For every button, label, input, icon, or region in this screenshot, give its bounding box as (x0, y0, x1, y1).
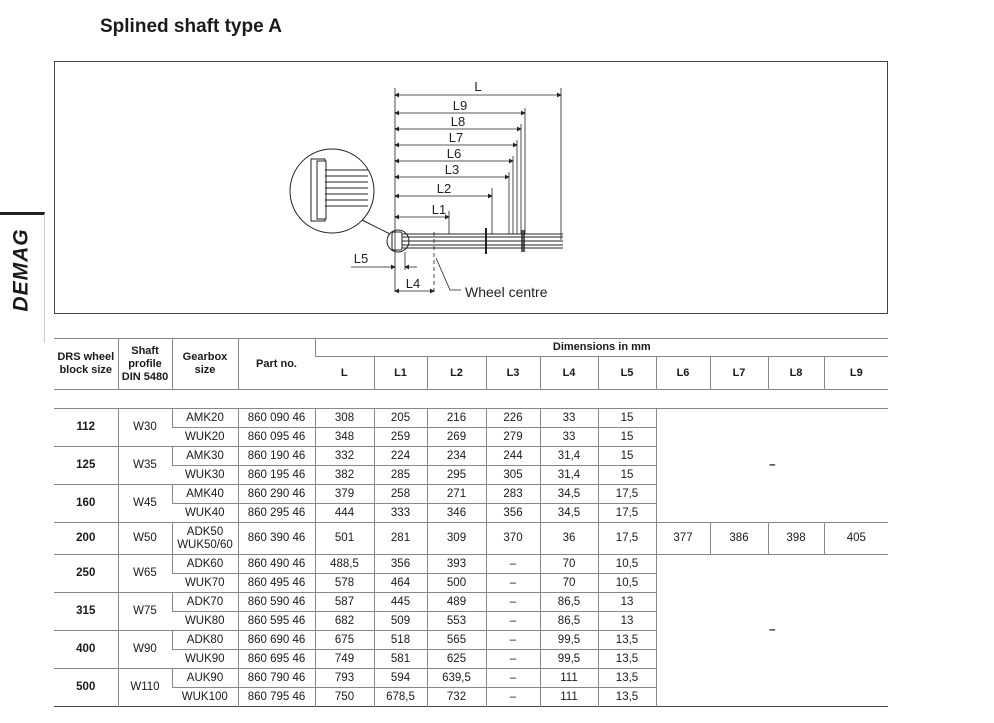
cell-gearbox: WUK100 (172, 688, 238, 707)
cell-part-no: 860 690 46 (238, 631, 315, 650)
cell-part-no: 860 490 46 (238, 555, 315, 574)
cell-l1: 678,5 (374, 688, 427, 707)
cell-l: 444 (315, 504, 374, 523)
label-L5: L5 (353, 251, 369, 266)
cell-part-no: 860 695 46 (238, 650, 315, 669)
cell-gearbox: ADK60 (172, 555, 238, 574)
cell-l4: 86,5 (540, 593, 598, 612)
header-dimensions: Dimensions in mm (315, 339, 888, 357)
header-l3: L3 (486, 357, 540, 390)
header-l8: L8 (768, 357, 824, 390)
cell-l4: 31,4 (540, 466, 598, 485)
cell-l3: – (486, 574, 540, 593)
cell-block-size: 125 (54, 447, 118, 485)
cell-gearbox: WUK90 (172, 650, 238, 669)
cell-l3: – (486, 593, 540, 612)
cell-l2: 500 (427, 574, 486, 593)
shaft-body (392, 228, 563, 254)
cell-part-no: 860 390 46 (238, 523, 315, 555)
cell-profile: W35 (118, 447, 172, 485)
cell-l2: 565 (427, 631, 486, 650)
page-title: Splined shaft type A (100, 16, 282, 37)
cell-l6: 377 (656, 523, 710, 555)
cell-gearbox: ADK80 (172, 631, 238, 650)
cell-l3: 283 (486, 485, 540, 504)
cell-l4: 70 (540, 555, 598, 574)
cell-profile: W30 (118, 409, 172, 447)
header-l9: L9 (824, 357, 888, 390)
cell-not-applicable: – (656, 555, 888, 707)
cell-l3: – (486, 688, 540, 707)
label-L4: L4 (405, 276, 421, 291)
extension-lines (395, 88, 561, 294)
cell-l5: 13 (598, 612, 656, 631)
cell-gearbox: AUK90 (172, 669, 238, 688)
cell-l5: 17,5 (598, 504, 656, 523)
brand-logo (2, 225, 42, 315)
cell-l4: 111 (540, 669, 598, 688)
header-l: L (315, 357, 374, 390)
header-l2: L2 (427, 357, 486, 390)
cell-l1: 258 (374, 485, 427, 504)
cell-l5: 10,5 (598, 555, 656, 574)
cell-part-no: 860 795 46 (238, 688, 315, 707)
cell-part-no: 860 590 46 (238, 593, 315, 612)
cell-l3: 305 (486, 466, 540, 485)
cell-gearbox: WUK30 (172, 466, 238, 485)
cell-l1: 581 (374, 650, 427, 669)
cell-profile: W65 (118, 555, 172, 593)
label-L7: L7 (448, 130, 464, 145)
header-part-no: Part no. (238, 339, 315, 390)
cell-gearbox: AMK30 (172, 447, 238, 466)
cell-profile: W50 (118, 523, 172, 555)
cell-l: 348 (315, 428, 374, 447)
cell-l: 587 (315, 593, 374, 612)
cell-l4: 99,5 (540, 650, 598, 669)
cell-l4: 86,5 (540, 612, 598, 631)
label-L: L (474, 79, 482, 94)
cell-l2: 732 (427, 688, 486, 707)
header-l6: L6 (656, 357, 710, 390)
cell-l5: 15 (598, 447, 656, 466)
cell-part-no: 860 790 46 (238, 669, 315, 688)
cell-l3: – (486, 669, 540, 688)
cell-gearbox: WUK40 (172, 504, 238, 523)
cell-l2: 269 (427, 428, 486, 447)
cell-l1: 594 (374, 669, 427, 688)
detail-circle (290, 149, 409, 252)
cell-part-no: 860 195 46 (238, 466, 315, 485)
cell-l5: 13,5 (598, 631, 656, 650)
cell-gearbox: AMK20 (172, 409, 238, 428)
cell-l: 750 (315, 688, 374, 707)
table-spacer (54, 390, 888, 409)
cell-part-no: 860 190 46 (238, 447, 315, 466)
cell-l1: 259 (374, 428, 427, 447)
cell-block-size: 400 (54, 631, 118, 669)
cell-profile: W110 (118, 669, 172, 707)
cell-l2: 234 (427, 447, 486, 466)
cell-l1: 509 (374, 612, 427, 631)
cell-l9: 405 (824, 523, 888, 555)
cell-l2: 625 (427, 650, 486, 669)
cell-part-no: 860 595 46 (238, 612, 315, 631)
technical-drawing (54, 61, 888, 314)
cell-l2: 271 (427, 485, 486, 504)
cell-block-size: 500 (54, 669, 118, 707)
cell-l4: 99,5 (540, 631, 598, 650)
cell-l2: 393 (427, 555, 486, 574)
cell-l7: 386 (710, 523, 768, 555)
label-L8: L8 (450, 114, 466, 129)
table-row (54, 409, 888, 428)
cell-l: 332 (315, 447, 374, 466)
cell-profile: W90 (118, 631, 172, 669)
cell-l5: 13,5 (598, 688, 656, 707)
cell-l4: 33 (540, 428, 598, 447)
cell-l3: 226 (486, 409, 540, 428)
cell-block-size: 200 (54, 523, 118, 555)
cell-l1: 224 (374, 447, 427, 466)
cell-l: 578 (315, 574, 374, 593)
cell-l5: 15 (598, 409, 656, 428)
cell-not-applicable: – (656, 409, 888, 523)
cell-block-size: 250 (54, 555, 118, 593)
cell-l3: – (486, 555, 540, 574)
dimensions-table (54, 338, 888, 707)
cell-l1: 518 (374, 631, 427, 650)
cell-gearbox: WUK80 (172, 612, 238, 631)
cell-l: 379 (315, 485, 374, 504)
cell-gearbox: ADK70 (172, 593, 238, 612)
cell-l5: 10,5 (598, 574, 656, 593)
cell-l: 682 (315, 612, 374, 631)
cell-l5: 15 (598, 466, 656, 485)
cell-block-size: 315 (54, 593, 118, 631)
cell-profile: W75 (118, 593, 172, 631)
cell-l3: 244 (486, 447, 540, 466)
cell-part-no: 860 095 46 (238, 428, 315, 447)
header-l1: L1 (374, 357, 427, 390)
label-L1: L1 (431, 202, 447, 217)
cell-l1: 333 (374, 504, 427, 523)
cell-l4: 111 (540, 688, 598, 707)
cell-l1: 445 (374, 593, 427, 612)
header-l7: L7 (710, 357, 768, 390)
cell-l: 308 (315, 409, 374, 428)
cell-l3: 370 (486, 523, 540, 555)
brand-logo-text: DEMAG (10, 228, 34, 312)
cell-l1: 281 (374, 523, 427, 555)
cell-l4: 31,4 (540, 447, 598, 466)
cell-l3: 356 (486, 504, 540, 523)
cell-l2: 216 (427, 409, 486, 428)
cell-part-no: 860 090 46 (238, 409, 315, 428)
cell-l3: – (486, 612, 540, 631)
cell-l: 749 (315, 650, 374, 669)
cell-l4: 34,5 (540, 485, 598, 504)
cell-l: 675 (315, 631, 374, 650)
cell-l: 488,5 (315, 555, 374, 574)
cell-l5: 17,5 (598, 485, 656, 504)
header-l4: L4 (540, 357, 598, 390)
cell-l2: 295 (427, 466, 486, 485)
label-wheel-centre: Wheel centre (465, 284, 548, 300)
cell-gearbox: AMK40 (172, 485, 238, 504)
cell-l1: 464 (374, 574, 427, 593)
cell-l3: – (486, 631, 540, 650)
cell-part-no: 860 290 46 (238, 485, 315, 504)
label-L9: L9 (452, 98, 468, 113)
cell-gearbox: WUK20 (172, 428, 238, 447)
cell-l1: 356 (374, 555, 427, 574)
cell-l: 382 (315, 466, 374, 485)
cell-block-size: 160 (54, 485, 118, 523)
cell-l2: 489 (427, 593, 486, 612)
cell-l2: 639,5 (427, 669, 486, 688)
cell-l4: 34,5 (540, 504, 598, 523)
cell-part-no: 860 295 46 (238, 504, 315, 523)
cell-l4: 36 (540, 523, 598, 555)
cell-l5: 17,5 (598, 523, 656, 555)
cell-l1: 205 (374, 409, 427, 428)
label-L2: L2 (436, 181, 452, 196)
cell-gearbox: ADK50 WUK50/60 (172, 523, 238, 555)
table-row (54, 523, 888, 555)
cell-l5: 13 (598, 593, 656, 612)
header-profile: Shaft profile DIN 5480 (118, 339, 172, 390)
label-L3: L3 (444, 162, 460, 177)
cell-block-size: 112 (54, 409, 118, 447)
cell-part-no: 860 495 46 (238, 574, 315, 593)
cell-l4: 70 (540, 574, 598, 593)
cell-l: 501 (315, 523, 374, 555)
cell-l2: 309 (427, 523, 486, 555)
cell-l8: 398 (768, 523, 824, 555)
cell-profile: W45 (118, 485, 172, 523)
header-block-size: DRS wheel block size (54, 339, 118, 390)
cell-l3: 279 (486, 428, 540, 447)
header-gearbox: Gearbox size (172, 339, 238, 390)
cell-l1: 285 (374, 466, 427, 485)
cell-l3: – (486, 650, 540, 669)
cell-l5: 13,5 (598, 650, 656, 669)
cell-l2: 553 (427, 612, 486, 631)
header-l5: L5 (598, 357, 656, 390)
table-row (54, 555, 888, 574)
cell-l5: 13,5 (598, 669, 656, 688)
cell-gearbox: WUK70 (172, 574, 238, 593)
label-L6: L6 (446, 146, 462, 161)
cell-l4: 33 (540, 409, 598, 428)
cell-l5: 15 (598, 428, 656, 447)
cell-l2: 346 (427, 504, 486, 523)
shaft-drawing-svg (55, 62, 889, 315)
cell-l: 793 (315, 669, 374, 688)
